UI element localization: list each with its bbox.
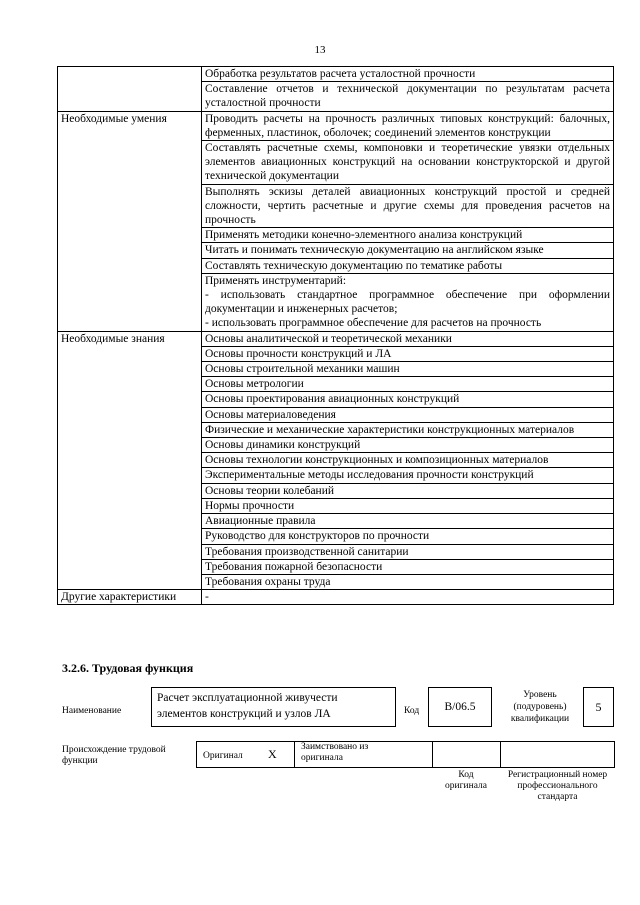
origin-label: Происхождение трудовой функции xyxy=(62,745,166,766)
item-cell: Основы строительной механики машин xyxy=(202,362,614,377)
code-value: B/06.5 xyxy=(444,701,476,713)
borrowed-label: Заимствовано из оригинала xyxy=(301,742,369,763)
original-label: Оригинал xyxy=(203,751,243,761)
item-cell: Требования охраны труда xyxy=(202,574,614,589)
item-cell: Требования пожарной безопасности xyxy=(202,559,614,574)
item-cell: Составление отчетов и технической документации по результатам расчета усталостной прочности xyxy=(202,82,614,111)
item-cell: Основы метрологии xyxy=(202,377,614,392)
item-cell: Основы теории колебаний xyxy=(202,483,614,498)
page-number: 13 xyxy=(314,44,326,56)
item-cell: Применять методики конечно-элементного анализа конструкций xyxy=(202,228,614,243)
item-cell: Авиационные правила xyxy=(202,514,614,529)
category-cell xyxy=(58,67,202,112)
item-cell: Читать и понимать техническую документацию на английском языке xyxy=(202,243,614,258)
origin-divider-3 xyxy=(500,741,501,768)
section-heading: 3.2.6. Трудовая функция xyxy=(62,661,194,675)
item-cell: Требования производственной санитарии xyxy=(202,544,614,559)
table-row xyxy=(58,67,614,82)
item-cell: Составлять расчетные схемы, компоновки и теоретические увязки отдельных элементов авиационных конструкций на основании конструкторской и другой технической документации xyxy=(202,141,614,185)
item-cell: Экспериментальные методы исследования прочности конструкций xyxy=(202,468,614,483)
category-cell: Другие характеристики xyxy=(58,590,202,605)
level-label: Уровень (подуровень) квалификации xyxy=(510,690,570,724)
item-cell: Руководство для конструкторов по прочности xyxy=(202,529,614,544)
table-row xyxy=(58,590,614,605)
item-cell: - xyxy=(202,590,614,605)
code-label: Код xyxy=(404,706,420,716)
requirements-table xyxy=(57,66,614,605)
item-cell: Основы материаловедения xyxy=(202,407,614,422)
table-row xyxy=(58,331,614,346)
origin-divider-1 xyxy=(294,741,295,768)
item-cell: Физические и механические характеристики конструкционных материалов xyxy=(202,422,614,437)
table-row xyxy=(58,111,614,140)
code-box xyxy=(428,687,492,727)
item-cell: Обработка результатов расчета усталостной прочности xyxy=(202,67,614,82)
item-cell: Основы технологии конструкционных и композиционных материалов xyxy=(202,453,614,468)
level-box xyxy=(583,687,614,727)
function-name-value: Расчет эксплуатационной живучести элементов конструкций и узлов ЛА xyxy=(157,692,338,720)
function-name-box xyxy=(151,687,396,727)
item-cell: Основы аналитической и теоретической механики xyxy=(202,331,614,346)
item-cell: Основы динамики конструкций xyxy=(202,438,614,453)
code-original-caption: Код оригинала xyxy=(445,770,487,791)
item-cell: Основы прочности конструкций и ЛА xyxy=(202,346,614,361)
item-cell: Проводить расчеты на прочность различных типовых конструкций: балочных, ферменных, пластинок, оболочек; соединений элементов конструкции xyxy=(202,111,614,140)
category-cell: Необходимые умения xyxy=(58,111,202,331)
category-cell: Необходимые знания xyxy=(58,331,202,589)
item-cell: Выполнять эскизы деталей авиационных конструкций простой и средней сложности, чертить расчетные и другие схемы для проведения расчетов на прочность xyxy=(202,184,614,228)
reg-number-caption: Регистрационный номер профессионального стандарта xyxy=(507,770,608,802)
origin-divider-2 xyxy=(432,741,433,768)
original-mark: X xyxy=(268,747,277,761)
name-label: Наименование xyxy=(62,706,122,716)
item-cell: Основы проектирования авиационных конструкций xyxy=(202,392,614,407)
item-cell: Нормы прочности xyxy=(202,498,614,513)
level-value: 5 xyxy=(595,700,602,714)
item-cell: Применять инструментарий: - использовать стандартное программное обеспечение при оформлении документации и инженерных расчетов; - использовать программное обеспечение для расчетов на прочность xyxy=(202,273,614,331)
item-cell: Составлять техническую документацию по тематике работы xyxy=(202,258,614,273)
